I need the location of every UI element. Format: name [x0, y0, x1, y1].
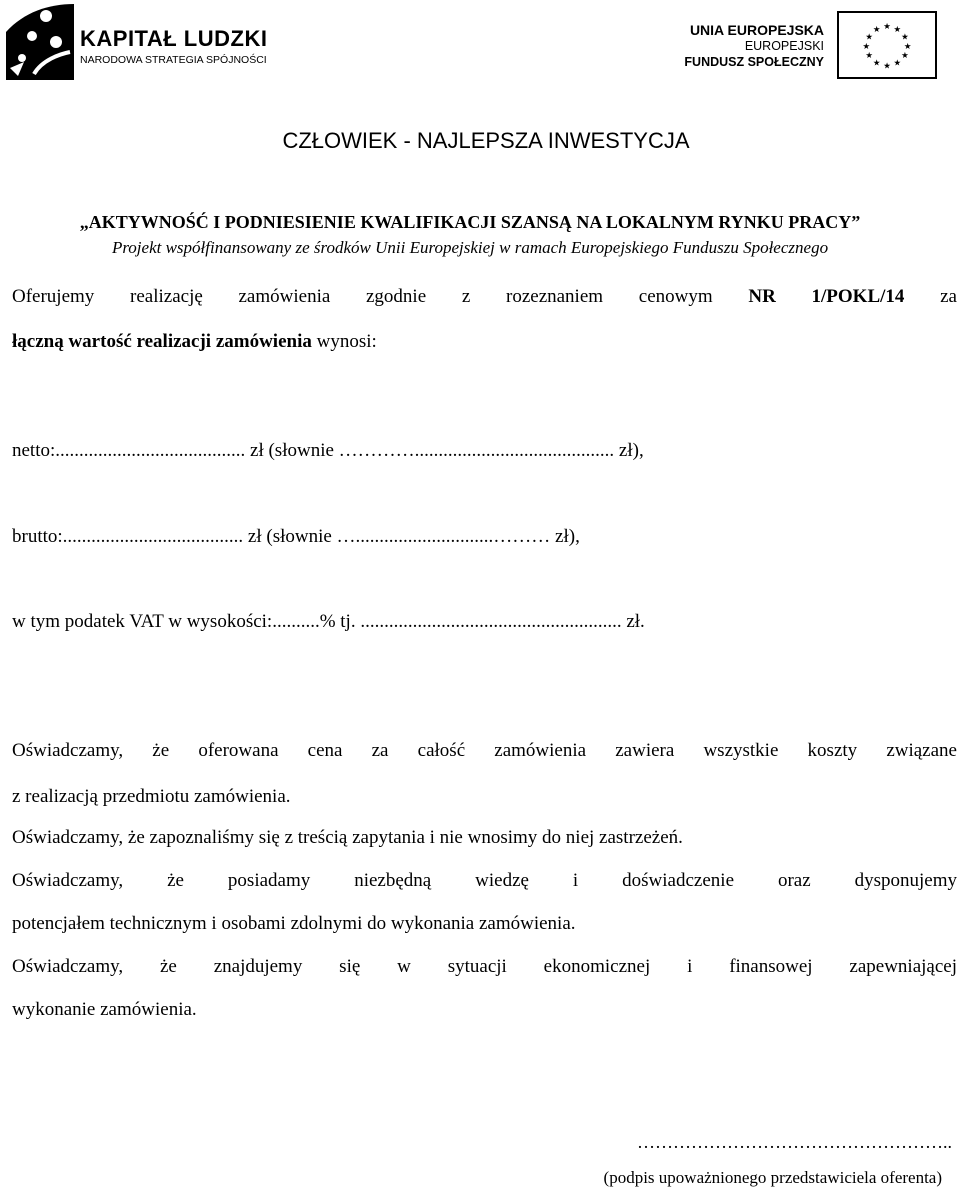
- netto-line: netto:........................................ zł (słownie ………….......................................... zł),: [12, 440, 644, 461]
- offer-line-2: [12, 331, 377, 353]
- declaration-4-line-2: wykonanie zamówienia.: [12, 999, 197, 1020]
- declaration-4-line-1: Oświadczamy, że znajdujemy się w sytuacji ekonomicznej i finansowej zapewniającej: [12, 956, 957, 977]
- svg-text:★: ★: [883, 21, 891, 31]
- svg-text:★: ★: [865, 50, 873, 61]
- svg-text:★: ★: [903, 40, 912, 51]
- svg-text:★: ★: [862, 40, 871, 51]
- brutto-line: brutto:...................................... zł (słownie ….............................……… zł),: [12, 526, 580, 547]
- svg-text:★: ★: [901, 31, 909, 42]
- svg-text:★: ★: [883, 60, 891, 71]
- svg-text:★: ★: [872, 23, 881, 34]
- declaration-2: Oświadczamy, że zapoznaliśmy się z treścią zapytania i nie wnosimy do niej zastrzeżeń.: [12, 827, 683, 848]
- eu-flag-icon: [837, 11, 937, 79]
- project-subtitle: Projekt współfinansowany ze środków Unii Europejskiej w ramach Europejskiego Funduszu Społecznego: [111, 238, 829, 257]
- offer-text-start: Oferujemy realizację zamówienia zgodnie z rozeznaniem cenowym: [12, 286, 749, 307]
- svg-text:★: ★: [865, 31, 873, 42]
- declaration-3-line-1: Oświadczamy, że posiadamy niezbędną wiedzę i doświadczenie oraz dysponujemy: [12, 870, 957, 891]
- page-title: CZŁOWIEK - NAJLEPSZA INWESTYCJA: [282, 128, 690, 153]
- offer-text-end: za: [940, 286, 957, 307]
- svg-text:★: ★: [872, 57, 881, 68]
- signature-line: ……………………………………………..: [637, 1132, 952, 1152]
- logo-eu-line1: UNIA EUROPEJSKA: [689, 22, 824, 38]
- logo-kapital-ludzki-subtitle: NARODOWA STRATEGIA SPÓJNOŚCI: [80, 54, 267, 66]
- svg-text:★: ★: [901, 50, 909, 61]
- logo-eu-line3: FUNDUSZ SPOŁECZNY: [684, 55, 824, 69]
- logo-kapital-ludzki-title: KAPITAŁ LUDZKI: [80, 26, 268, 51]
- declaration-3-line-2: potencjałem technicznym i osobami zdolnymi do wykonania zamówienia.: [12, 913, 576, 934]
- declaration-1-line-1: Oświadczamy, że oferowana cena za całość zamówienia zawiera wszystkie koszty związane: [12, 740, 957, 761]
- logo-eu-line2: EUROPEJSKI: [744, 39, 824, 53]
- offer-number: NR 1/POKL/14: [748, 286, 905, 307]
- svg-text:★: ★: [893, 23, 902, 34]
- svg-text:★: ★: [893, 57, 902, 68]
- offer-total-label: łączną wartość realizacji zamówienia: [12, 331, 312, 352]
- offer-total-suffix: wynosi:: [311, 331, 377, 352]
- signature-caption: (podpis upoważnionego przedstawiciela oferenta): [603, 1168, 942, 1187]
- vat-line: w tym podatek VAT w wysokości:..........% tj. ....................................................... zł.: [12, 611, 645, 632]
- project-title: „AKTYWNOŚĆ I PODNIESIENIE KWALIFIKACJI SZANSĄ NA LOKALNYM RYNKU PRACY”: [79, 212, 861, 232]
- offer-line-1: [12, 286, 957, 308]
- declaration-1-line-2: z realizacją przedmiotu zamówienia.: [12, 786, 291, 807]
- logo-eu-text: [684, 22, 824, 70]
